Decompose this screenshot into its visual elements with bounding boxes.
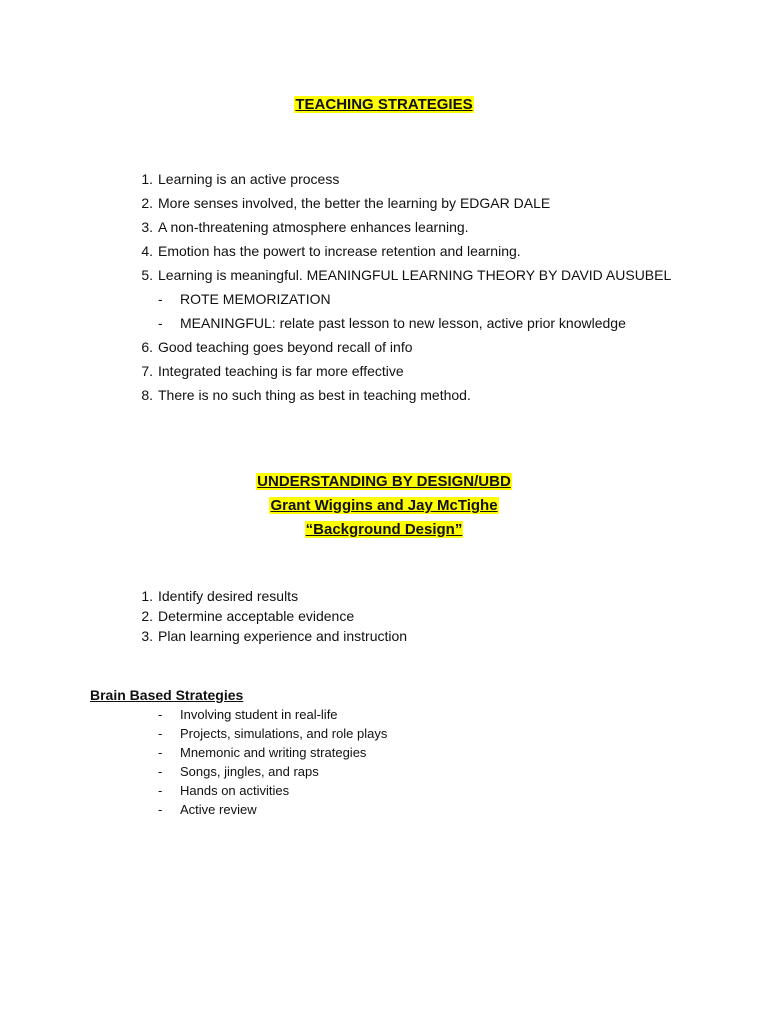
ubd-authors: Grant Wiggins and Jay McTighe <box>270 497 498 514</box>
ubd-subtitle: “Background Design” <box>305 521 463 538</box>
document-page: TEACHING STRATEGIES 1. Learning is an active process 2. More senses involved, the better the learning by EDGAR DALE 3. A non-threatening atmosphere enhances learning. 4. Emotion has the powert to increase retention and learning. 5. Learning is meaningful. MEANINGFUL LEARNING THEORY BY DAVID AUSUBEL - ROTE MEMORIZATION - MEANINGFUL: relate past lesson to new lesson, active prior knowledge 6. Good teaching goes beyond recall of info 7. Integrated teaching is far more effective 8. There is no such thing as best in teaching method. UNDERSTANDING BY DESIGN/UBD Grant Wiggins and Jay McTighe “Background Design” 1. Identify desired results 2. Determine acceptable evidence 3. Plan learning experience and instruction Brain Based Strategies - Involving student in real-life - Projects, simulations, and role plays - Mnemonic and writing strategies - Songs, jingles, and raps - Hands on activities - Active review <box>0 0 768 1024</box>
ubd-heading-line2 <box>0 494 768 518</box>
ubd-title: UNDERSTANDING BY DESIGN/UBD <box>257 473 511 490</box>
ubd-heading-line1 <box>0 470 768 494</box>
teaching-strategies-heading <box>0 93 768 117</box>
brain-based-strategies-title: Brain Based Strategies <box>90 687 244 703</box>
teaching-strategies-title: TEACHING STRATEGIES <box>295 96 473 113</box>
ubd-heading-line3 <box>0 518 768 542</box>
